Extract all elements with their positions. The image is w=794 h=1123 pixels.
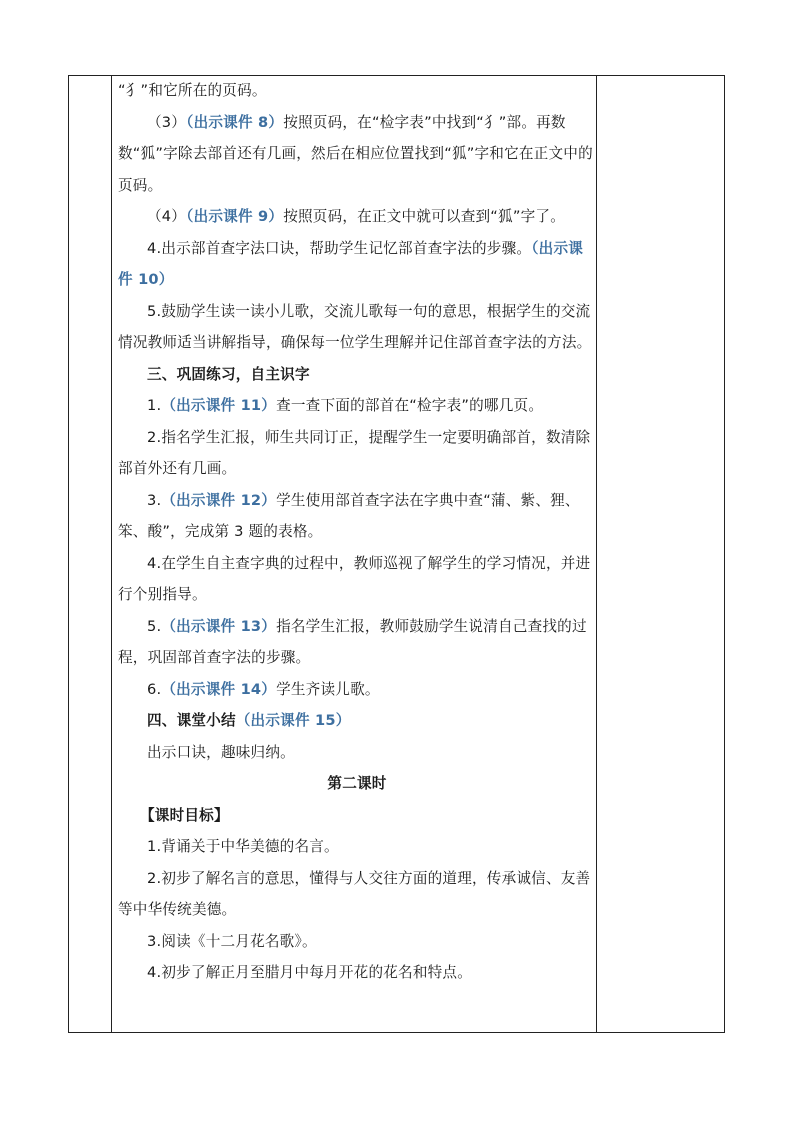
lesson-content bbox=[118, 75, 596, 989]
text-paragraph: 5.鼓励学生读一读小儿歌，交流儿歌每一句的意思，根据学生的交流情况教师适当讲解指导，确保每一位学生理解并记住部首查字法的方法。 bbox=[118, 302, 592, 351]
text-paragraph bbox=[118, 107, 596, 202]
courseware-note: （出示课件 9） bbox=[186, 208, 284, 225]
step-text: 查一查下面的部首在“检字表”的哪几页。 bbox=[276, 397, 544, 414]
column-divider-1 bbox=[111, 75, 112, 1033]
text-paragraph bbox=[118, 233, 596, 296]
goal-item: 1.背诵关于中华美德的名言。 bbox=[147, 838, 339, 855]
section-heading: 三、巩固练习，自主识字 bbox=[147, 365, 310, 383]
text-line: “犭”和它所在的页码。 bbox=[118, 82, 267, 99]
text-paragraph bbox=[118, 674, 596, 706]
column-divider-2 bbox=[596, 75, 597, 1033]
text-paragraph bbox=[118, 390, 596, 422]
courseware-note: （出示课件 15） bbox=[235, 712, 351, 729]
step-number: 6. bbox=[147, 680, 162, 698]
text-paragraph bbox=[118, 611, 596, 674]
step-number: （3） bbox=[147, 113, 187, 131]
table-border-bottom bbox=[68, 1032, 725, 1033]
goal-item: 4.初步了解正月至腊月中每月开花的花名和特点。 bbox=[147, 964, 472, 981]
courseware-note: （出示课件 13） bbox=[161, 617, 277, 635]
table-border-right bbox=[724, 75, 725, 1033]
courseware-note: （出示课件 14） bbox=[161, 680, 277, 698]
text-paragraph: 2.指名学生汇报，师生共同订正，提醒学生一定要明确部首，数清除部首外还有几画。 bbox=[118, 428, 591, 477]
step-number: （4） bbox=[147, 208, 187, 225]
text-paragraph bbox=[118, 485, 596, 548]
section-heading bbox=[118, 705, 596, 737]
courseware-note: （出示课件 8） bbox=[186, 113, 284, 131]
step-text: 4.出示部首查字法口诀，帮助学生记忆部首查字法的步骤。 bbox=[147, 239, 532, 257]
step-text: 学生使用部首查字法在字典中查“蒲、紫、狸、笨、酸”，完成第 3 题的表格。 bbox=[118, 491, 580, 540]
step-number: 5. bbox=[147, 617, 162, 635]
section-heading-text: 四、课堂小结 bbox=[147, 712, 236, 729]
goals-heading: 【课时目标】 bbox=[140, 806, 229, 824]
courseware-note: （出示课件 10） bbox=[118, 239, 584, 288]
step-number: 1. bbox=[147, 397, 162, 414]
step-text: 按照页码，在“检字表”中找到“犭”部。再数数“狐”字除去部首还有几画，然后在相应位置找到“狐”字和它在正文中的页码。 bbox=[118, 113, 593, 194]
goal-item: 2.初步了解名言的意思，懂得与人交往方面的道理，传承诚信、友善等中华传统美德。 bbox=[118, 869, 591, 918]
session-title: 第二课时 bbox=[327, 775, 387, 792]
step-number: 3. bbox=[147, 491, 162, 509]
step-text: 指名学生汇报，教师鼓励学生说清自己查找的过程，巩固部首查字法的步骤。 bbox=[118, 617, 587, 666]
step-text: 按照页码，在正文中就可以查到“狐”字了。 bbox=[283, 208, 565, 225]
goal-item: 3.阅读《十二月花名歌》。 bbox=[147, 932, 317, 950]
text-paragraph bbox=[118, 201, 596, 233]
step-text: 学生齐读儿歌。 bbox=[276, 680, 380, 698]
table-border-left bbox=[68, 75, 69, 1033]
text-paragraph: 出示口诀，趣味归纳。 bbox=[147, 743, 295, 761]
text-paragraph: 4.在学生自主查字典的过程中，教师巡视了解学生的学习情况，并进行个别指导。 bbox=[118, 554, 591, 603]
courseware-note: （出示课件 12） bbox=[161, 491, 277, 509]
courseware-note: （出示课件 11） bbox=[161, 397, 277, 414]
